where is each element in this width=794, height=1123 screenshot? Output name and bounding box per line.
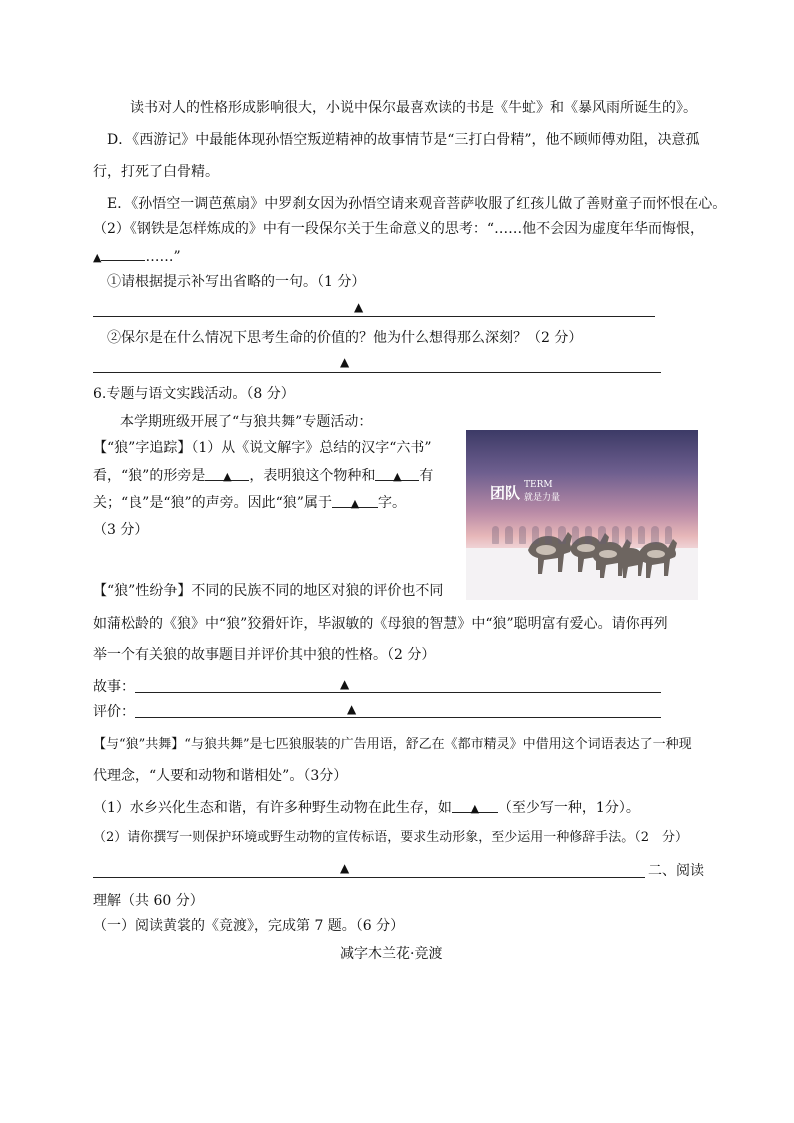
option-e: E．《孙悟空一调芭蕉扇》中罗刹女因为孙悟空请来观音菩萨收服了红孩儿做了善财童子而怀恨在心。 — [107, 196, 727, 212]
answer-mark: ▲ — [354, 300, 364, 314]
text-line: 如蒲松龄的《狼》中“狼”狡猾奸诈，毕淑敏的《母狼的智慧》中“狼”聪明富有爱心。请你再列 — [93, 616, 668, 632]
sub-question-1: ①请根据提示补写出省略的一句。（1 分） — [107, 274, 366, 290]
poem-title: 减字木兰花·竞渡 — [340, 946, 443, 962]
section-wolf-character: 【“狼”字追踪】（1）从《说文解字》总结的汉字“六书” — [93, 440, 432, 456]
text-line: 举一个有关狼的故事题目并评价其中狼的性格。（2 分） — [93, 647, 436, 663]
text-line: 关；“良”是“狼”的声旁。因此“狼”属于 ▲ 字。 — [93, 495, 406, 511]
answer-mark: ▲ — [347, 702, 357, 716]
answer-mark: ▲ — [340, 861, 350, 875]
photo-term: TERM — [524, 480, 553, 490]
score-note: （3 分） — [93, 522, 149, 538]
text-line: 读书对人的性格形成影响很大，小说中保尔最喜欢读的书是《牛虻》和《暴风雨所诞生的》。 — [130, 100, 697, 116]
sub-question-1: （1）水乡兴化生态和谐，有许多种野生动物在此生存，如 ▲ （至少写一种，1分）。 — [93, 800, 640, 816]
option-d: D．《西游记》中最能体现孙悟空叛逆精神的故事情节是“三打白骨精”，他不顾师傅劝阻，决意孤 — [107, 132, 700, 148]
text-line: 看，“狼”的形旁是 ▲ ，表明狼这个物种和 ▲ 有 — [93, 468, 434, 484]
photo-title: 团队 — [490, 484, 521, 502]
text-line: ▲ ……” — [93, 246, 181, 268]
answer-blank[interactable] — [101, 246, 145, 261]
evaluation-label: 评价： — [93, 704, 135, 720]
text-line: 代理念，“人要和动物和谐相处”。（3分） — [93, 768, 348, 784]
sub-question-2: （2）请你撰写一则保护环境或野生动物的宣传标语，要求生动形象，至少运用一种修辞手法。（2 分） — [93, 830, 689, 845]
background-figures — [492, 526, 672, 544]
reading-instruction: （一）阅读黄裳的《竞渡》，完成第 7 题。（6 分） — [93, 918, 405, 934]
evaluation-answer-line[interactable] — [135, 717, 661, 718]
story-label: 故事： — [93, 679, 135, 695]
story-answer-line[interactable] — [135, 692, 661, 693]
section-two-heading-cont: 理解（共 60 分） — [93, 893, 204, 909]
sub-question-2: ②保尔是在什么情况下思考生命的价值的？他为什么想得那么深刻？（2 分） — [107, 330, 583, 346]
answer-mark: ▲ — [340, 355, 350, 369]
section-two-heading: 二、阅读 — [648, 863, 704, 879]
answer-mark: ▲ — [340, 677, 350, 691]
answer-line[interactable] — [93, 372, 661, 373]
answer-blank[interactable]: ▲ — [452, 798, 498, 813]
section-wolf-dispute: 【“狼”性纷争】不同的民族不同的地区对狼的评价也不同 — [93, 583, 444, 599]
answer-mark: ▲ — [93, 251, 102, 264]
question-6-heading: 6.专题与语文实践活动。（8 分） — [93, 386, 295, 402]
options-row — [93, 547, 148, 567]
question-2: （2）《钢铁是怎样炼成的》中有一段保尔关于生命意义的思考：“……他不会因为虚度年华而悔恨， — [93, 221, 705, 237]
wolves-illustration — [466, 430, 698, 600]
photo-slogan: 就是力量 — [524, 493, 561, 503]
answer-line[interactable] — [93, 316, 655, 317]
section-dance-with-wolves: 【与“狼”共舞】“与狼共舞”是七匹狼服装的广告用语，舒乙在《都市精灵》中借用这个词语表达了一种现 — [93, 737, 692, 752]
answer-blank[interactable]: ▲ — [332, 493, 378, 508]
answer-blank[interactable]: ▲ — [375, 466, 419, 481]
slogan-answer-line[interactable] — [93, 877, 645, 878]
text-line: 本学期班级开展了“与狼共舞”专题活动： — [120, 414, 373, 430]
wolf-team-photo — [466, 430, 698, 600]
answer-blank[interactable]: ▲ — [205, 466, 249, 481]
text-line: 行，打死了白骨精。 — [93, 164, 219, 180]
